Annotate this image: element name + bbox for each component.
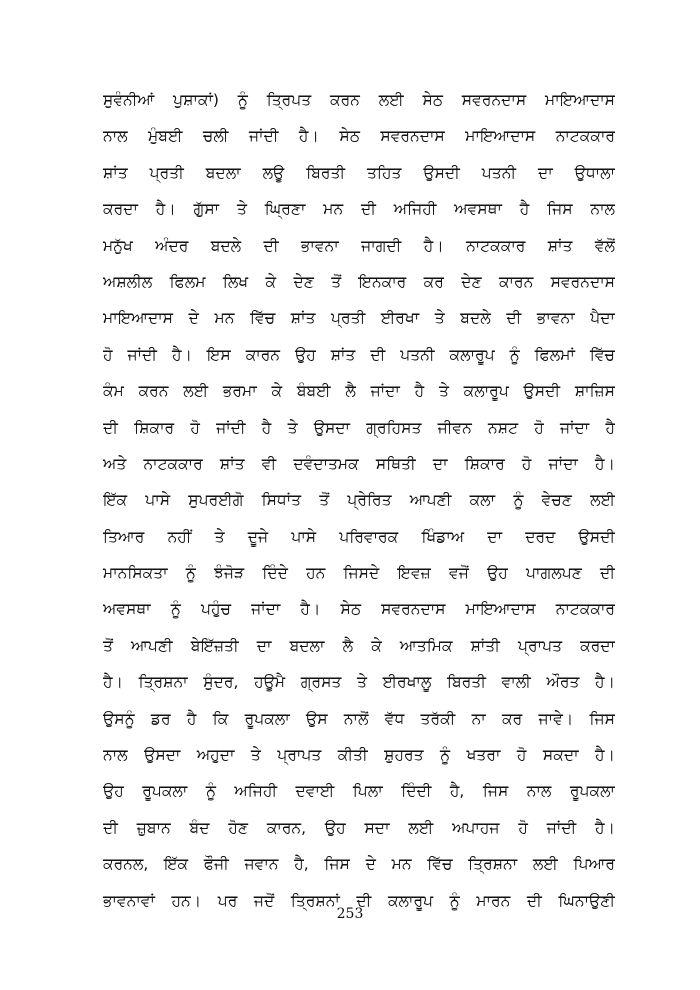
text-line: ਮਨੁੱਖ ਅੰਦਰ ਬਦਲੇ ਦੀ ਭਾਵਨਾ ਜਾਗਦੀ ਹੈ। ਨਾਟਕਕਾਰ ਸ਼ਾਂਤ ਵੱਲੋਂ [103, 236, 615, 255]
text-line: ਮਾਨਸਿਕਤਾ ਨੂੰ ਝੰਜੋੜ ਦਿੰਦੇ ਹਨ ਜਿਸਦੇ ਇਵਜ਼ ਵਜੋਂ ਉਹ ਪਾਗਲਪਣ ਦੀ [103, 564, 615, 583]
text-line: ਅਤੇ ਨਾਟਕਕਾਰ ਸ਼ਾਂਤ ਵੀ ਦਵੰਦਾਤਮਕ ਸਥਿਤੀ ਦਾ ਸ਼ਿਕਾਰ ਹੋ ਜਾਂਦਾ ਹੈ। [103, 454, 615, 473]
text-line: ਉਹ ਰੂਪਕਲਾ ਨੂੰ ਅਜਿਹੀ ਦਵਾਈ ਪਿਲਾ ਦਿੰਦੀ ਹੈ, ਜਿਸ ਨਾਲ ਰੂਪਕਲਾ [103, 782, 615, 801]
text-line: ਉਸਨੂੰ ਡਰ ਹੈ ਕਿ ਰੂਪਕਲਾ ਉਸ ਨਾਲੋਂ ਵੱਧ ਤਰੱਕੀ ਨਾ ਕਰ ਜਾਵੇ। ਜਿਸ [103, 709, 615, 728]
text-line: ਅਵਸਥਾ ਨੂੰ ਪਹੁੰਚ ਜਾਂਦਾ ਹੈ। ਸੇਠ ਸਵਰਨਦਾਸ ਮਾਇਆਦਾਸ ਨਾਟਕਕਾਰ [103, 600, 615, 619]
text-line: ਅਸ਼ਲੀਲ ਫਿਲਮ ਲਿਖ ਕੇ ਦੇਣ ਤੋਂ ਇਨਕਾਰ ਕਰ ਦੇਣ ਕਾਰਨ ਸਵਰਨਦਾਸ [103, 272, 615, 291]
text-line: ਦੀ ਸ਼ਿਕਾਰ ਹੋ ਜਾਂਦੀ ਹੈ ਤੇ ਉਸਦਾ ਗ੍ਰਹਿਸਤ ਜੀਵਨ ਨਸ਼ਟ ਹੋ ਜਾਂਦਾ ਹੈ [103, 418, 615, 437]
text-line: ਇੱਕ ਪਾਸੇ ਸੁਪਰਈਗੋ ਸਿਧਾਂਤ ਤੋਂ ਪ੍ਰੇਰਿਤ ਆਪਣੀ ਕਲਾ ਨੂੰ ਵੇਚਣ ਲਈ [103, 491, 615, 510]
text-line: ਸੁਵੰਨੀਆਂ ਪੁਸ਼ਾਕਾਂ) ਨੂੰ ਤ੍ਰਿਪਤ ਕਰਨ ਲਈ ਸੇਠ ਸਵਰਨਦਾਸ ਮਾਇਆਦਾਸ [103, 91, 615, 109]
text-line: ਕੰਮ ਕਰਨ ਲਈ ਭਰਮਾ ਕੇ ਬੰਬਈ ਲੈ ਜਾਂਦਾ ਹੈ ਤੇ ਕਲਾਰੂਪ ਉਸਦੀ ਸ਼ਾਜ਼ਿਸ [103, 382, 615, 401]
text-line: ਕਰਨਲ, ਇੱਕ ਫੌਜੀ ਜਵਾਨ ਹੈ, ਜਿਸ ਦੇ ਮਨ ਵਿੱਚ ਤ੍ਰਿਸ਼ਨਾ ਲਈ ਪਿਆਰ [103, 855, 615, 874]
text-line: ਹੈ। ਤ੍ਰਿਸ਼ਨਾ ਸੁੰਦਰ, ਹਊਮੈ ਗ੍ਰਸਤ ਤੇ ਈਰਖਾਲੂ ਬਿਰਤੀ ਵਾਲੀ ਔਰਤ ਹੈ। [103, 673, 615, 692]
text-line: ਮਾਇਆਦਾਸ ਦੇ ਮਨ ਵਿੱਚ ਸ਼ਾਂਤ ਪ੍ਰਤੀ ਈਰਖਾ ਤੇ ਬਦਲੇ ਦੀ ਭਾਵਨਾ ਪੈਦਾ [103, 309, 615, 328]
text-line: ਕਰਦਾ ਹੈ। ਗੁੱਸਾ ਤੇ ਘ੍ਰਿਣਾ ਮਨ ਦੀ ਅਜਿਹੀ ਅਵਸਥਾ ਹੈ ਜਿਸ ਨਾਲ [103, 200, 615, 219]
text-line: ਦੀ ਜ਼ੁਬਾਨ ਬੰਦ ਹੋਣ ਕਾਰਨ, ਉਹ ਸਦਾ ਲਈ ਅਪਾਹਜ ਹੋ ਜਾਂਦੀ ਹੈ। [103, 818, 615, 837]
text-line: ਨਾਲ ਉਸਦਾ ਅਹੁਦਾ ਤੇ ਪ੍ਰਾਪਤ ਕੀਤੀ ਸ਼ੁਹਰਤ ਨੂੰ ਖਤਰਾ ਹੋ ਸਕਦਾ ਹੈ। [103, 746, 615, 765]
text-line: ਨਾਲ ਮੁੰਬਈ ਚਲੀ ਜਾਂਦੀ ਹੈ। ਸੇਠ ਸਵਰਨਦਾਸ ਮਾਇਆਦਾਸ ਨਾਟਕਕਾਰ [103, 127, 615, 146]
body-paragraph [103, 82, 615, 919]
text-line: ਭਾਵਨਾਵਾਂ ਹਨ। ਪਰ ਜਦੋਂ ਤ੍ਰਿਸ਼ਨਾਂ ਦੀ ਕਲਾਰੂਪ ਨੂੰ ਮਾਰਨ ਦੀ ਘਿਨਾਉਣੀ [103, 891, 615, 910]
text-line: ਤੋਂ ਆਪਣੀ ਬੇਇੱਜ਼ਤੀ ਦਾ ਬਦਲਾ ਲੈ ਕੇ ਆਤਮਿਕ ਸ਼ਾਂਤੀ ਪ੍ਰਾਪਤ ਕਰਦਾ [103, 636, 615, 655]
page-number: 253 [336, 906, 364, 922]
text-line: ਤਿਆਰ ਨਹੀਂ ਤੇ ਦੂਜੇ ਪਾਸੇ ਪਰਿਵਾਰਕ ਖਿੰਡਾਅ ਦਾ ਦਰਦ ਉਸਦੀ [103, 527, 615, 546]
text-line: ਹੋ ਜਾਂਦੀ ਹੈ। ਇਸ ਕਾਰਨ ਉਹ ਸ਼ਾਂਤ ਦੀ ਪਤਨੀ ਕਲਾਰੂਪ ਨੂੰ ਫਿਲਮਾਂ ਵਿੱਚ [103, 345, 615, 364]
text-line: ਸ਼ਾਂਤ ਪ੍ਰਤੀ ਬਦਲਾ ਲਊ ਬਿਰਤੀ ਤਹਿਤ ਉਸਦੀ ਪਤਨੀ ਦਾ ਉਧਾਲਾ [103, 163, 615, 182]
